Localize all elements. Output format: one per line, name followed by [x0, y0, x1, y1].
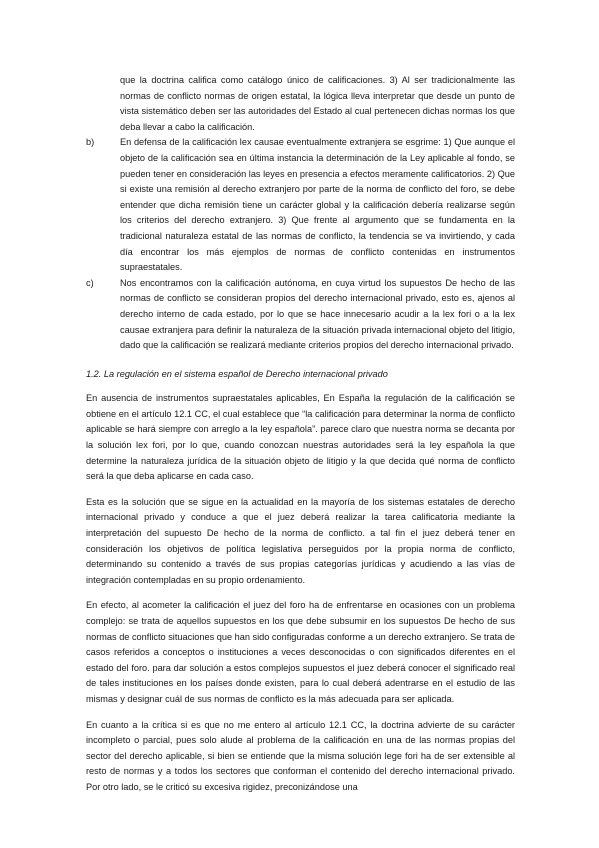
- paragraph: En cuanto a la crítica si es que no me entero al artículo 12.1 CC, la doctrina advierte de su carácter incompleto o parcial, pues solo alude al problema de la calificación en una de las normas propias del sector del derecho aplicable, si bien se entiende que la misma solución lege fori ha de ser extensible al resto de normas y a todos los sectores que conforman el contenido del derecho internacional privado. Por otro lado, se le criticó su excesiva rigidez, preconizándose una: [86, 719, 515, 792]
- section-heading: 1.2. La regulación en el sistema español de Derecho internacional privado: [86, 368, 388, 379]
- paragraph: En efecto, al acometer la calificación el juez del foro ha de enfrentarse en ocasiones con un problema complejo: se trata de aquellos supuestos en los que debe subsumir en los supuestos De hecho de sus normas de conflicto situaciones que han sido configuradas conforme a un derecho extranjero. Se trata de casos referidos a conceptos o instituciones a veces desconocidas o con significados diferentes en el estado del foro. para dar solución a estos complejos supuestos el juez deberá conocer el significado real de tales instituciones en los países donde existen, para lo cual deberá adentrarse en el estudio de las mismas y designar cuál de sus normas de conflicto es la más adecuada para ser aplicada.: [86, 600, 516, 704]
- list-item-text: En defensa de la calificación lex causae eventualmente extranjera se esgrime: 1) Que aunque el objeto de la calificación sea en última instancia la determinación de la Ley aplicable al fondo, se pueden tener en consideración las leyes en presencia a efectos meramente calificatorios. 2) Que si existe una remisión al derecho extranjero por parte de la norma de conflicto del foro, se debe entender que dicha remisión tiene un carácter global y la calificación debería realizarse según los criterios del derecho extranjero. 3) Que frente al argumento que se fundamenta en la tradicional naturaleza estatal de las normas de conflicto, la tendencia se va invirtiendo, y cada día encontrar los más ejemplos de normas de conflicto contenidas en instrumentos supraestatales.: [120, 137, 515, 273]
- paragraph: En ausencia de instrumentos supraestatales aplicables, En España la regulación de la calificación se obtiene en el artículo 12.1 CC, el cual establece que “la calificación para determinar la norma de conflicto aplicable se hará siempre con arreglo a la ley española”. parece claro que nuestra norma se decanta por la solución lex fori, por lo que, cuando conozcan nuestras autoridades será la ley española la que determine la naturaleza jurídica de la situación objeto de litigio y la que decida qué norma de conflicto será la que deba aplicarse en cada caso.: [86, 393, 515, 482]
- list-item-text: Nos encontramos con la calificación autónoma, en cuya virtud los supuestos De hecho de las normas de conflicto se consideran propios del derecho internacional privado, esto es, ajenos al derecho interno de cada estado, por lo que se hace innecesario acudir a la lex fori o a la lex causae extranjera para definir la naturaleza de la situación privada internacional objeto del litigio, dado que la calificación se realizará mediante criterios propios del derecho internacional privado.: [120, 277, 515, 351]
- list-marker: b): [86, 137, 95, 148]
- list-item-b: [86, 135, 515, 275]
- list-item-c: [86, 276, 515, 354]
- list-marker: c): [86, 277, 94, 288]
- paragraph: Esta es la solución que se sigue en la actualidad en la mayoría de los sistemas estatales de derecho internacional privado y conduce a que el juez deberá realizar la tarea calificatoria mediante la interpretación del supuesto De hecho de la norma de conflicto. a tal fin el juez deberá tener en consideración los objetivos de política legislativa perseguidos por la propia norma de conflicto, determinando su contenido a través de sus propias categorías jurídicas y acudiendo a las vías de integración contempladas en su propio ordenamiento.: [86, 496, 515, 585]
- list-continuation: que la doctrina califica como catálogo único de calificaciones. 3) Al ser tradicionalmente las normas de conflicto normas de origen estatal, la lógica lleva interpretar que desde un punto de vista sistemático deben ser las autoridades del Estado al cual pertenecen dichas normas los que deba llevar a cabo la calificación.: [120, 75, 515, 132]
